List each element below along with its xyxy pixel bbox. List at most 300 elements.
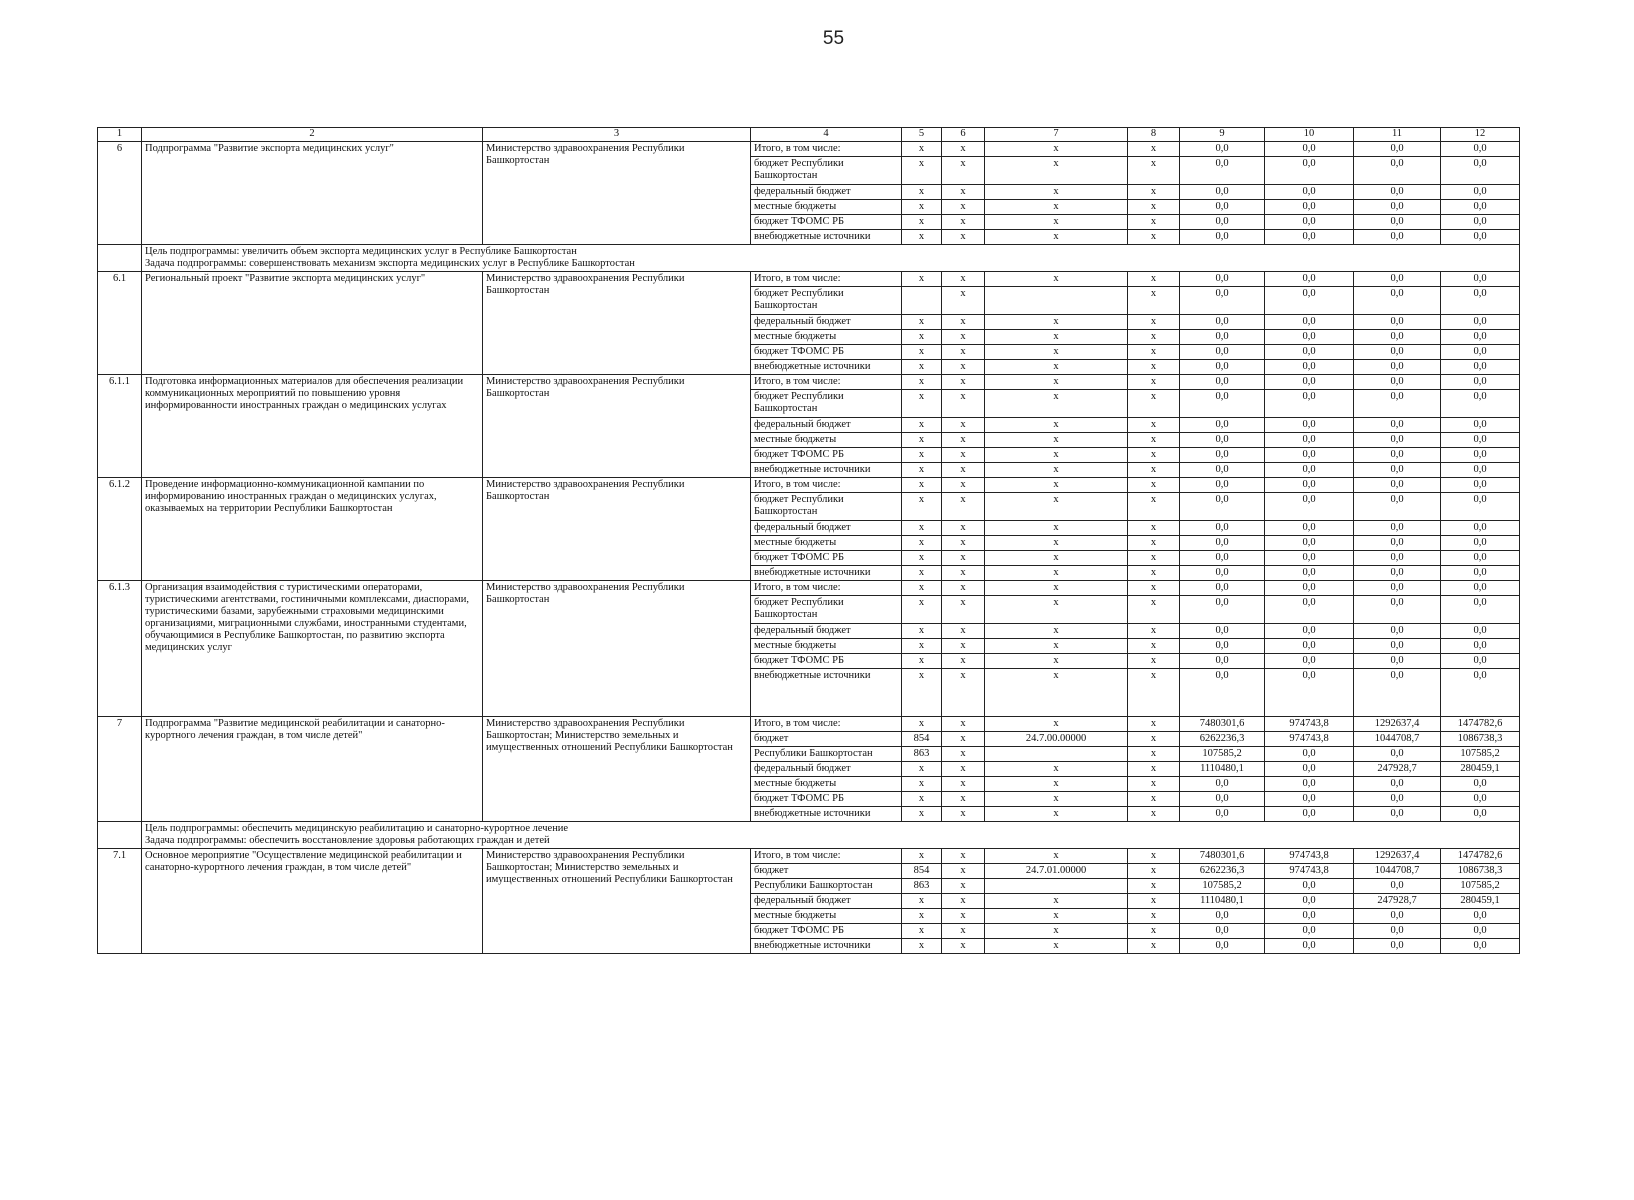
value-cell-6: x: [942, 894, 985, 909]
value-cell-12: 0,0: [1441, 200, 1520, 215]
funding-source-cell: бюджет Республики Башкортостан: [751, 596, 902, 624]
value-cell-7: x: [985, 375, 1128, 390]
value-cell-12: 0,0: [1441, 807, 1520, 822]
value-cell-9: 0,0: [1180, 624, 1265, 639]
value-cell-11: 0,0: [1354, 287, 1441, 315]
value-cell-8: x: [1128, 375, 1180, 390]
value-cell-9: 0,0: [1180, 807, 1265, 822]
value-cell-9: 0,0: [1180, 939, 1265, 954]
table-row: [98, 375, 1520, 390]
funding-source-cell: федеральный бюджет: [751, 762, 902, 777]
value-cell-9: 0,0: [1180, 185, 1265, 200]
value-cell-6: x: [942, 807, 985, 822]
value-cell-10: 0,0: [1265, 762, 1354, 777]
value-cell-8: x: [1128, 478, 1180, 493]
value-cell-12: 0,0: [1441, 521, 1520, 536]
value-cell-8: x: [1128, 777, 1180, 792]
item-number-cell: 6.1.3: [98, 581, 142, 717]
value-cell-10: 0,0: [1265, 521, 1354, 536]
value-cell-5: x: [902, 894, 942, 909]
value-cell-10: 0,0: [1265, 624, 1354, 639]
value-cell-5: x: [902, 792, 942, 807]
value-cell-11: 0,0: [1354, 360, 1441, 375]
value-cell-12: 1086738,3: [1441, 864, 1520, 879]
value-cell-12: 1474782,6: [1441, 849, 1520, 864]
value-cell-11: 0,0: [1354, 879, 1441, 894]
item-number-cell: 6.1: [98, 272, 142, 375]
value-cell-12: 0,0: [1441, 142, 1520, 157]
value-cell-9: 0,0: [1180, 360, 1265, 375]
value-cell-6: x: [942, 478, 985, 493]
value-cell-9: 0,0: [1180, 345, 1265, 360]
value-cell-11: 0,0: [1354, 375, 1441, 390]
value-cell-5: x: [902, 200, 942, 215]
value-cell-12: 107585,2: [1441, 879, 1520, 894]
value-cell-6: x: [942, 493, 985, 521]
item-name-cell: Подпрограмма "Развитие медицинской реабилитации и санаторно-курортного лечения граждан, в том числе детей": [142, 717, 483, 822]
value-cell-8: x: [1128, 157, 1180, 185]
value-cell-5: x: [902, 669, 942, 717]
value-cell-12: 1086738,3: [1441, 732, 1520, 747]
executor-cell: Министерство здравоохранения Республики Башкортостан: [483, 581, 751, 717]
value-cell-5: x: [902, 581, 942, 596]
executor-cell: Министерство здравоохранения Республики Башкортостан: [483, 478, 751, 581]
value-cell-6: x: [942, 732, 985, 747]
value-cell-8: x: [1128, 315, 1180, 330]
value-cell-5: x: [902, 418, 942, 433]
column-number-cell: 4: [751, 128, 902, 142]
value-cell-7: x: [985, 939, 1128, 954]
value-cell-8: x: [1128, 894, 1180, 909]
value-cell-6: x: [942, 463, 985, 478]
value-cell-12: 0,0: [1441, 536, 1520, 551]
value-cell-5: x: [902, 230, 942, 245]
value-cell-12: 0,0: [1441, 330, 1520, 345]
value-cell-6: x: [942, 230, 985, 245]
value-cell-12: 280459,1: [1441, 762, 1520, 777]
value-cell-9: 107585,2: [1180, 879, 1265, 894]
value-cell-5: x: [902, 375, 942, 390]
value-cell-7: x: [985, 448, 1128, 463]
value-cell-5: x: [902, 807, 942, 822]
funding-source-cell: бюджет ТФОМС РБ: [751, 345, 902, 360]
value-cell-8: x: [1128, 924, 1180, 939]
value-cell-5: x: [902, 654, 942, 669]
value-cell-7: x: [985, 581, 1128, 596]
goal-line: Цель подпрограммы: увеличить объем экспорта медицинских услуг в Республике Башкортостан: [145, 246, 577, 257]
value-cell-12: 0,0: [1441, 418, 1520, 433]
column-number-cell: 3: [483, 128, 751, 142]
value-cell-11: 1292637,4: [1354, 849, 1441, 864]
value-cell-5: x: [902, 360, 942, 375]
value-cell-6: x: [942, 521, 985, 536]
item-name-cell: Подготовка информационных материалов для обеспечения реализации коммуникационных мероприятий по повышению уровня информированности иностранных граждан о медицинских услугах: [142, 375, 483, 478]
value-cell-10: 0,0: [1265, 894, 1354, 909]
value-cell-5: x: [902, 639, 942, 654]
value-cell-9: 0,0: [1180, 375, 1265, 390]
value-cell-10: 0,0: [1265, 315, 1354, 330]
executor-cell: Министерство здравоохранения Республики Башкортостан: [483, 375, 751, 478]
budget-table-container: [97, 127, 1520, 954]
value-cell-5: x: [902, 717, 942, 732]
value-cell-8: x: [1128, 360, 1180, 375]
value-cell-8: x: [1128, 669, 1180, 717]
value-cell-10: 0,0: [1265, 747, 1354, 762]
funding-source-cell: местные бюджеты: [751, 433, 902, 448]
value-cell-11: 1292637,4: [1354, 717, 1441, 732]
value-cell-7: x: [985, 185, 1128, 200]
table-row: [98, 717, 1520, 732]
value-cell-11: 0,0: [1354, 654, 1441, 669]
table-row: [98, 272, 1520, 287]
value-cell-10: 974743,8: [1265, 864, 1354, 879]
value-cell-10: 0,0: [1265, 142, 1354, 157]
value-cell-7: x: [985, 315, 1128, 330]
value-cell-9: 0,0: [1180, 272, 1265, 287]
value-cell-12: 0,0: [1441, 792, 1520, 807]
value-cell-8: x: [1128, 581, 1180, 596]
item-name-cell: Проведение информационно-коммуникационной кампании по информированию иностранных граждан о медицинских услугах, оказываемых на территории Республики Башкортостан: [142, 478, 483, 581]
value-cell-7: x: [985, 330, 1128, 345]
value-cell-12: 0,0: [1441, 448, 1520, 463]
value-cell-11: 0,0: [1354, 536, 1441, 551]
goal-line: Задача подпрограммы: обеспечить восстановление здоровья работающих граждан и детей: [145, 835, 550, 846]
value-cell-11: 0,0: [1354, 624, 1441, 639]
value-cell-7: x: [985, 551, 1128, 566]
funding-source-cell: местные бюджеты: [751, 200, 902, 215]
value-cell-7: x: [985, 272, 1128, 287]
value-cell-5: x: [902, 551, 942, 566]
value-cell-8: x: [1128, 879, 1180, 894]
item-name-cell: Региональный проект "Развитие экспорта медицинских услуг": [142, 272, 483, 375]
value-cell-9: 0,0: [1180, 200, 1265, 215]
value-cell-5: x: [902, 596, 942, 624]
value-cell-12: 0,0: [1441, 639, 1520, 654]
value-cell-8: x: [1128, 521, 1180, 536]
value-cell-11: 0,0: [1354, 418, 1441, 433]
funding-source-cell: бюджет: [751, 864, 902, 879]
value-cell-7: x: [985, 157, 1128, 185]
value-cell-10: 0,0: [1265, 639, 1354, 654]
item-number-cell: 6.1.2: [98, 478, 142, 581]
value-cell-8: x: [1128, 732, 1180, 747]
value-cell-9: 0,0: [1180, 390, 1265, 418]
value-cell-6: x: [942, 669, 985, 717]
value-cell-6: x: [942, 390, 985, 418]
value-cell-10: 0,0: [1265, 669, 1354, 717]
value-cell-11: 1044708,7: [1354, 732, 1441, 747]
value-cell-6: x: [942, 345, 985, 360]
funding-source-cell: Итого, в том числе:: [751, 849, 902, 864]
value-cell-7: x: [985, 142, 1128, 157]
value-cell-11: 0,0: [1354, 939, 1441, 954]
value-cell-9: 0,0: [1180, 157, 1265, 185]
value-cell-8: x: [1128, 536, 1180, 551]
value-cell-7: x: [985, 345, 1128, 360]
value-cell-5: x: [902, 624, 942, 639]
value-cell-11: 0,0: [1354, 581, 1441, 596]
value-cell-5: x: [902, 157, 942, 185]
value-cell-11: 247928,7: [1354, 894, 1441, 909]
funding-source-cell: федеральный бюджет: [751, 315, 902, 330]
value-cell-9: 0,0: [1180, 566, 1265, 581]
value-cell-12: 1474782,6: [1441, 717, 1520, 732]
value-cell-10: 0,0: [1265, 375, 1354, 390]
value-cell-10: 0,0: [1265, 272, 1354, 287]
item-number-cell: 7.1: [98, 849, 142, 954]
funding-source-cell: местные бюджеты: [751, 639, 902, 654]
value-cell-8: x: [1128, 433, 1180, 448]
value-cell-6: x: [942, 142, 985, 157]
value-cell-7: x: [985, 762, 1128, 777]
value-cell-7: x: [985, 200, 1128, 215]
value-cell-7: x: [985, 777, 1128, 792]
value-cell-12: 0,0: [1441, 566, 1520, 581]
value-cell-5: x: [902, 536, 942, 551]
value-cell-9: 0,0: [1180, 418, 1265, 433]
value-cell-9: 0,0: [1180, 639, 1265, 654]
value-cell-6: x: [942, 717, 985, 732]
item-name-cell: Организация взаимодействия с туристическими операторами, туристическими агентствами, гостиничными комплексами, диаспорами, туристическими базами, зарубежными страховыми медицинскими организациями, миграционными службами, иностранными студентами, обучающимися в Республике Башкортостан, по развитию экспорта медицинских услуг: [142, 581, 483, 717]
funding-source-cell: бюджет Республики Башкортостан: [751, 390, 902, 418]
value-cell-7: x: [985, 654, 1128, 669]
funding-source-cell: местные бюджеты: [751, 909, 902, 924]
value-cell-8: x: [1128, 230, 1180, 245]
executor-cell: Министерство здравоохранения Республики Башкортостан; Министерство земельных и имущественных отношений Республики Башкортостан: [483, 717, 751, 822]
value-cell-10: 0,0: [1265, 463, 1354, 478]
funding-source-cell: федеральный бюджет: [751, 418, 902, 433]
funding-source-cell: бюджет: [751, 732, 902, 747]
value-cell-7: 24.7.00.00000: [985, 732, 1128, 747]
funding-source-cell: бюджет ТФОМС РБ: [751, 215, 902, 230]
value-cell-11: 0,0: [1354, 596, 1441, 624]
value-cell-5: x: [902, 493, 942, 521]
funding-source-cell: внебюджетные источники: [751, 230, 902, 245]
column-number-cell: 7: [985, 128, 1128, 142]
value-cell-8: x: [1128, 330, 1180, 345]
value-cell-11: 0,0: [1354, 909, 1441, 924]
value-cell-12: 0,0: [1441, 596, 1520, 624]
value-cell-11: 0,0: [1354, 639, 1441, 654]
table-row: [98, 142, 1520, 157]
value-cell-7: [985, 287, 1128, 315]
value-cell-10: 0,0: [1265, 215, 1354, 230]
value-cell-6: x: [942, 747, 985, 762]
value-cell-12: 0,0: [1441, 493, 1520, 521]
value-cell-12: 0,0: [1441, 463, 1520, 478]
value-cell-5: 863: [902, 879, 942, 894]
value-cell-6: x: [942, 551, 985, 566]
table-row: [98, 478, 1520, 493]
value-cell-5: x: [902, 185, 942, 200]
value-cell-11: 0,0: [1354, 493, 1441, 521]
value-cell-9: 0,0: [1180, 330, 1265, 345]
value-cell-8: x: [1128, 448, 1180, 463]
value-cell-5: x: [902, 939, 942, 954]
value-cell-12: 0,0: [1441, 924, 1520, 939]
value-cell-11: 0,0: [1354, 315, 1441, 330]
value-cell-10: 0,0: [1265, 807, 1354, 822]
value-cell-7: x: [985, 566, 1128, 581]
value-cell-6: x: [942, 566, 985, 581]
value-cell-11: 0,0: [1354, 157, 1441, 185]
value-cell-7: x: [985, 717, 1128, 732]
value-cell-9: 0,0: [1180, 315, 1265, 330]
column-number-cell: 9: [1180, 128, 1265, 142]
value-cell-10: 0,0: [1265, 418, 1354, 433]
value-cell-5: 854: [902, 732, 942, 747]
value-cell-7: x: [985, 924, 1128, 939]
value-cell-5: 854: [902, 864, 942, 879]
value-cell-5: x: [902, 762, 942, 777]
value-cell-5: x: [902, 566, 942, 581]
item-name-cell: Подпрограмма "Развитие экспорта медицинских услуг": [142, 142, 483, 245]
table-row: [98, 849, 1520, 864]
value-cell-11: 0,0: [1354, 272, 1441, 287]
value-cell-7: x: [985, 596, 1128, 624]
value-cell-10: 0,0: [1265, 551, 1354, 566]
value-cell-10: 0,0: [1265, 200, 1354, 215]
value-cell-10: 974743,8: [1265, 717, 1354, 732]
funding-source-cell: федеральный бюджет: [751, 185, 902, 200]
value-cell-6: x: [942, 215, 985, 230]
value-cell-11: 0,0: [1354, 747, 1441, 762]
funding-source-cell: Итого, в том числе:: [751, 478, 902, 493]
funding-source-cell: Итого, в том числе:: [751, 717, 902, 732]
funding-source-cell: Республики Башкортостан: [751, 879, 902, 894]
value-cell-8: x: [1128, 566, 1180, 581]
goal-line: Цель подпрограммы: обеспечить медицинскую реабилитацию и санаторно-курортное лечение: [145, 823, 569, 834]
value-cell-12: 0,0: [1441, 433, 1520, 448]
value-cell-10: 0,0: [1265, 448, 1354, 463]
value-cell-5: x: [902, 330, 942, 345]
value-cell-10: 0,0: [1265, 939, 1354, 954]
value-cell-11: 0,0: [1354, 330, 1441, 345]
value-cell-8: x: [1128, 418, 1180, 433]
value-cell-9: 0,0: [1180, 463, 1265, 478]
value-cell-5: x: [902, 448, 942, 463]
value-cell-11: 0,0: [1354, 566, 1441, 581]
value-cell-8: x: [1128, 390, 1180, 418]
value-cell-8: x: [1128, 849, 1180, 864]
value-cell-11: 0,0: [1354, 185, 1441, 200]
value-cell-6: x: [942, 924, 985, 939]
value-cell-8: x: [1128, 864, 1180, 879]
value-cell-10: 0,0: [1265, 792, 1354, 807]
value-cell-5: x: [902, 909, 942, 924]
item-number-cell: 7: [98, 717, 142, 822]
value-cell-8: x: [1128, 493, 1180, 521]
value-cell-8: x: [1128, 762, 1180, 777]
value-cell-7: x: [985, 669, 1128, 717]
value-cell-10: 0,0: [1265, 360, 1354, 375]
executor-cell: Министерство здравоохранения Республики Башкортостан: [483, 142, 751, 245]
value-cell-12: 0,0: [1441, 215, 1520, 230]
value-cell-11: 0,0: [1354, 433, 1441, 448]
value-cell-9: 0,0: [1180, 551, 1265, 566]
funding-source-cell: внебюджетные источники: [751, 463, 902, 478]
value-cell-11: 0,0: [1354, 521, 1441, 536]
value-cell-8: x: [1128, 287, 1180, 315]
value-cell-5: x: [902, 315, 942, 330]
value-cell-5: x: [902, 390, 942, 418]
column-number-row: [98, 128, 1520, 142]
goal-line: Задача подпрограммы: совершенствовать механизм экспорта медицинских услуг в Республике Башкортостан: [145, 258, 635, 269]
value-cell-10: 0,0: [1265, 157, 1354, 185]
value-cell-5: x: [902, 521, 942, 536]
value-cell-6: x: [942, 433, 985, 448]
funding-source-cell: бюджет Республики Башкортостан: [751, 287, 902, 315]
value-cell-5: x: [902, 215, 942, 230]
value-cell-6: x: [942, 849, 985, 864]
value-cell-12: 0,0: [1441, 287, 1520, 315]
value-cell-6: x: [942, 375, 985, 390]
value-cell-6: x: [942, 654, 985, 669]
value-cell-9: 0,0: [1180, 581, 1265, 596]
value-cell-6: x: [942, 448, 985, 463]
value-cell-7: x: [985, 807, 1128, 822]
value-cell-5: 863: [902, 747, 942, 762]
funding-source-cell: федеральный бюджет: [751, 894, 902, 909]
value-cell-6: x: [942, 360, 985, 375]
value-cell-6: x: [942, 185, 985, 200]
funding-source-cell: бюджет ТФОМС РБ: [751, 448, 902, 463]
column-number-cell: 1: [98, 128, 142, 142]
value-cell-8: x: [1128, 272, 1180, 287]
value-cell-7: x: [985, 639, 1128, 654]
value-cell-8: x: [1128, 807, 1180, 822]
value-cell-9: 0,0: [1180, 478, 1265, 493]
value-cell-7: x: [985, 390, 1128, 418]
funding-source-cell: бюджет ТФОМС РБ: [751, 924, 902, 939]
value-cell-5: x: [902, 433, 942, 448]
funding-source-cell: внебюджетные источники: [751, 566, 902, 581]
value-cell-9: 0,0: [1180, 215, 1265, 230]
value-cell-8: x: [1128, 639, 1180, 654]
value-cell-9: 0,0: [1180, 287, 1265, 315]
funding-source-cell: внебюджетные источники: [751, 360, 902, 375]
value-cell-12: 0,0: [1441, 315, 1520, 330]
value-cell-6: x: [942, 909, 985, 924]
value-cell-11: 0,0: [1354, 215, 1441, 230]
value-cell-12: 0,0: [1441, 909, 1520, 924]
value-cell-12: 280459,1: [1441, 894, 1520, 909]
executor-cell: Министерство здравоохранения Республики Башкортостан: [483, 272, 751, 375]
value-cell-11: 0,0: [1354, 807, 1441, 822]
value-cell-12: 0,0: [1441, 345, 1520, 360]
value-cell-8: x: [1128, 200, 1180, 215]
value-cell-11: 0,0: [1354, 924, 1441, 939]
funding-source-cell: Итого, в том числе:: [751, 272, 902, 287]
value-cell-12: 0,0: [1441, 230, 1520, 245]
value-cell-11: 0,0: [1354, 345, 1441, 360]
value-cell-5: x: [902, 272, 942, 287]
funding-source-cell: Республики Башкортостан: [751, 747, 902, 762]
value-cell-6: x: [942, 639, 985, 654]
value-cell-8: x: [1128, 463, 1180, 478]
value-cell-10: 0,0: [1265, 433, 1354, 448]
column-number-cell: 10: [1265, 128, 1354, 142]
value-cell-9: 0,0: [1180, 536, 1265, 551]
value-cell-7: x: [985, 792, 1128, 807]
value-cell-9: 0,0: [1180, 142, 1265, 157]
goal-cell: [142, 245, 1520, 272]
value-cell-6: x: [942, 762, 985, 777]
value-cell-9: 6262236,3: [1180, 864, 1265, 879]
value-cell-6: x: [942, 536, 985, 551]
value-cell-11: 0,0: [1354, 551, 1441, 566]
funding-source-cell: бюджет Республики Башкортостан: [751, 493, 902, 521]
